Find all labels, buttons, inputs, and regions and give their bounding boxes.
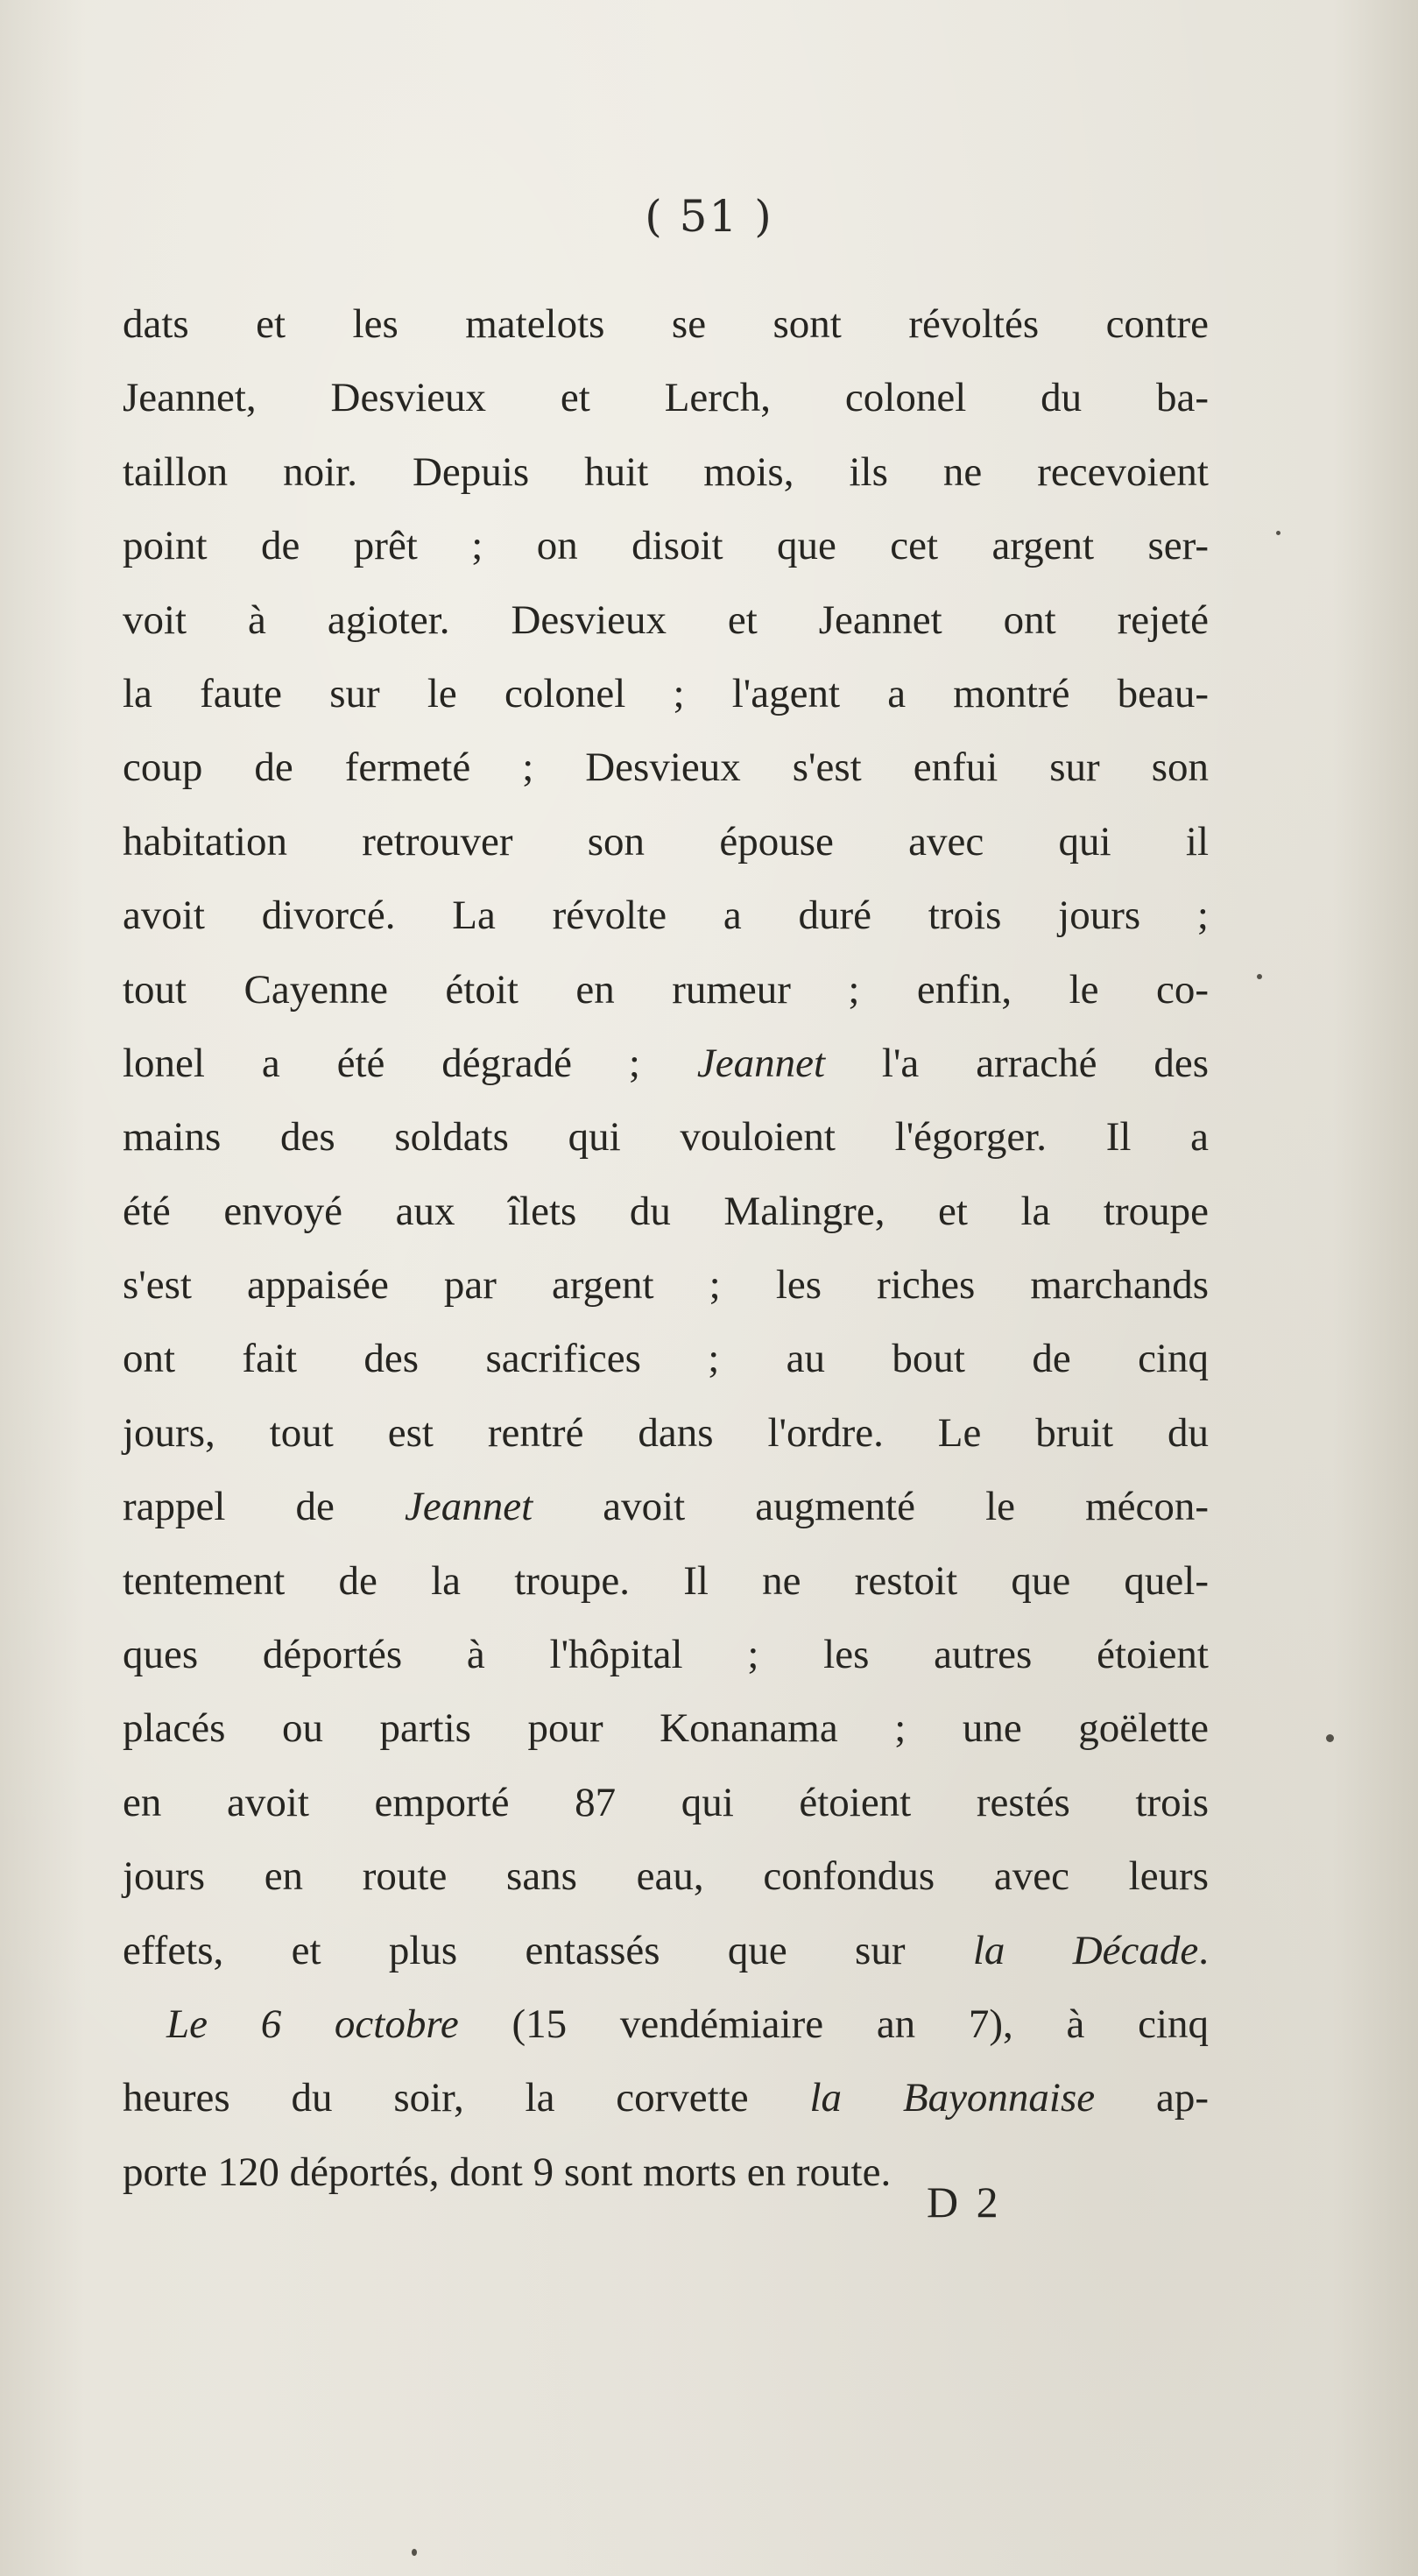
text-line <box>123 657 1209 730</box>
text-line <box>123 583 1209 657</box>
text-segment: lonel a été dégradé ; <box>123 1040 697 1086</box>
text-line <box>123 1322 1209 1395</box>
text-line <box>123 1618 1209 1691</box>
text-line <box>123 1691 1209 1765</box>
text-segment: jours en route sans eau, confondus avec leurs <box>123 1853 1209 1900</box>
text-segment: l'a arraché des <box>825 1040 1209 1086</box>
italic-text: la Décade <box>972 1927 1199 1973</box>
text-line <box>123 953 1209 1027</box>
text-line <box>123 1248 1209 1322</box>
text-segment: ap- <box>1095 2075 1209 2121</box>
text-line <box>123 1470 1209 1543</box>
text-line <box>123 879 1209 952</box>
text-segment: mains des soldats qui vouloient l'égorger. Il a <box>123 1114 1209 1161</box>
text-segment: (15 vendémiaire an 7), à cinq <box>458 2001 1210 2047</box>
text-segment: heures du soir, la corvette <box>123 2075 810 2121</box>
text-segment: habitation retrouver son épouse avec qui il <box>123 818 1209 865</box>
italic-text: Le 6 octobre <box>166 2001 459 2047</box>
page-number: ( 51 ) <box>645 191 773 242</box>
text-line <box>123 1839 1209 1913</box>
text-segment: effets, et plus entassés que sur <box>123 1927 973 1973</box>
text-segment: rappel de <box>123 1484 405 1530</box>
ink-speck <box>412 2549 417 2556</box>
text-line <box>123 1175 1209 1248</box>
text-line <box>123 805 1209 879</box>
text-segment: porte 120 déportés, dont 9 sont morts en route. <box>123 2149 892 2195</box>
text-line <box>123 730 1209 804</box>
text-line <box>123 1914 1209 1987</box>
text-segment: dats et les matelots se sont révoltés contre <box>123 301 1209 347</box>
text-line <box>123 361 1209 434</box>
body-text <box>123 287 1209 2209</box>
text-line <box>123 1027 1209 1100</box>
text-segment: tentement de la troupe. Il ne restoit que quel- <box>123 1557 1209 1604</box>
text-line <box>123 1987 1209 2061</box>
text-segment: tout Cayenne étoit en rumeur ; enfin, le co- <box>123 966 1209 1013</box>
text-segment: avoit augmenté le mécon- <box>533 1484 1210 1530</box>
text-segment: taillon noir. Depuis huit mois, ils ne recevoient <box>123 448 1209 495</box>
ink-speck <box>1326 1734 1334 1742</box>
italic-text: la Bayonnaise <box>809 2075 1096 2121</box>
text-segment: ont fait des sacrifices ; au bout de cinq <box>123 1336 1209 1382</box>
text-line <box>123 1766 1209 1839</box>
text-line <box>123 509 1209 582</box>
text-line <box>123 1100 1209 1174</box>
text-segment: . <box>1198 1927 1209 1973</box>
text-segment: s'est appaisée par argent ; les riches marchands <box>123 1262 1209 1309</box>
text-segment: jours, tout est rentré dans l'ordre. Le bruit du <box>123 1409 1209 1456</box>
text-line <box>123 1396 1209 1470</box>
text-line <box>123 2135 1209 2209</box>
text-segment: coup de fermeté ; Desvieux s'est enfui sur son <box>123 745 1209 791</box>
signature-mark: D 2 <box>927 2177 1002 2227</box>
text-segment: Jeannet, Desvieux et Lerch, colonel du ba- <box>123 375 1209 421</box>
text-line <box>123 2061 1209 2135</box>
ink-speck <box>1257 974 1262 979</box>
text-segment: voit à agioter. Desvieux et Jeannet ont rejeté <box>123 596 1209 643</box>
text-segment: point de prêt ; on disoit que cet argent ser- <box>123 523 1209 569</box>
text-segment: ques déportés à l'hôpital ; les autres étoient <box>123 1632 1209 1678</box>
italic-text: Jeannet <box>696 1040 826 1086</box>
ink-speck <box>1276 531 1280 535</box>
text-line <box>123 1544 1209 1618</box>
text-line <box>123 435 1209 509</box>
text-segment: en avoit emporté 87 qui étoient restés trois <box>123 1779 1209 1825</box>
text-segment: la faute sur le colonel ; l'agent a montré beau- <box>123 670 1209 716</box>
text-segment: avoit divorcé. La révolte a duré trois jours ; <box>123 893 1209 939</box>
text-segment: placés ou partis pour Konanama ; une goëlette <box>123 1705 1209 1752</box>
text-segment: été envoyé aux îlets du Malingre, et la troupe <box>123 1188 1209 1234</box>
italic-text: Jeannet <box>404 1484 533 1530</box>
text-line <box>123 287 1209 361</box>
